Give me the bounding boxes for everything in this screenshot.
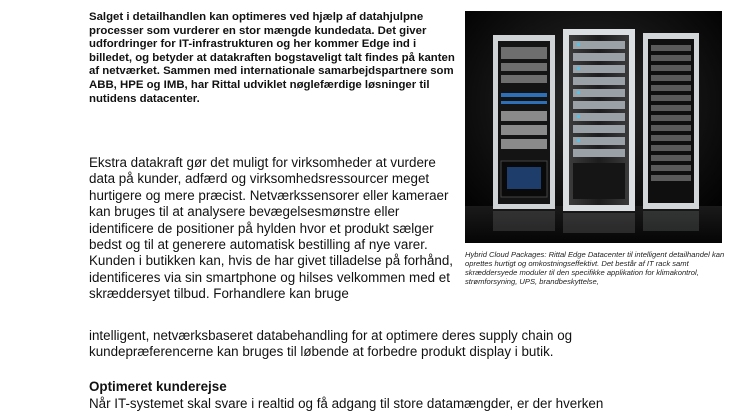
section-body: Når IT-systemet skal svare i realtid og få adgang til store datamængder, er der hverken: [89, 396, 604, 411]
article-body-part2: intelligent, netværksbaseret databehandling for at optimere deres supply chain og kundepræferencerne kan bruges til løbende at forbedre produkt display i butik.: [89, 328, 573, 360]
article-body-part1: Ekstra datakraft gør det muligt for virksomheder at vurdere data på kunder, adfærd og virksomhedsressourcer meget hurtigere og mere præcist. Netværkssensorer eller kameraer kan bruges til at analysere bevægelsesmønstre eller identificere de positioner på hylden hvor et produkt sælger bedst og til at generere automatisk bestilling af nye varer. Kunden i butikken kan, hvis de har givet tilladelse på forhånd, identificeres via sin smartphone og hilses velkommen med et skræddersyet tilbud. Forhandlere kan bruge: [89, 155, 454, 302]
article-lead: Salget i detailhandlen kan optimeres ved hjælp af datahjulpne processer som vurderer en stor mængde kundedata. Det giver udfordringer for IT-infrastrukturen og her kommer Edge ind i billedet, og betyder at datakraften bogstaveligt talt findes på kanten af netværket. Sammen med internationale samarbejdspartnere som ABB, HPE og IMB, har Rittal udviklet nøglefærdige løsninger til nutidens datacenter.: [89, 11, 455, 105]
figure-caption: Hybrid Cloud Packages: Rittal Edge Datacenter til intelligent detailhandel kan oprettes hurtigt og omkostningseffektivt. Det består af IT rack samt skræddersyede moduler til den specifikke applikation for klimakontrol, strømforsyning, UPS, brandbeskyttelse,: [465, 250, 725, 287]
server-racks-image: [465, 11, 722, 243]
datacenter-photo: [465, 11, 722, 243]
section-heading: Optimeret kunderejse: [89, 379, 227, 394]
